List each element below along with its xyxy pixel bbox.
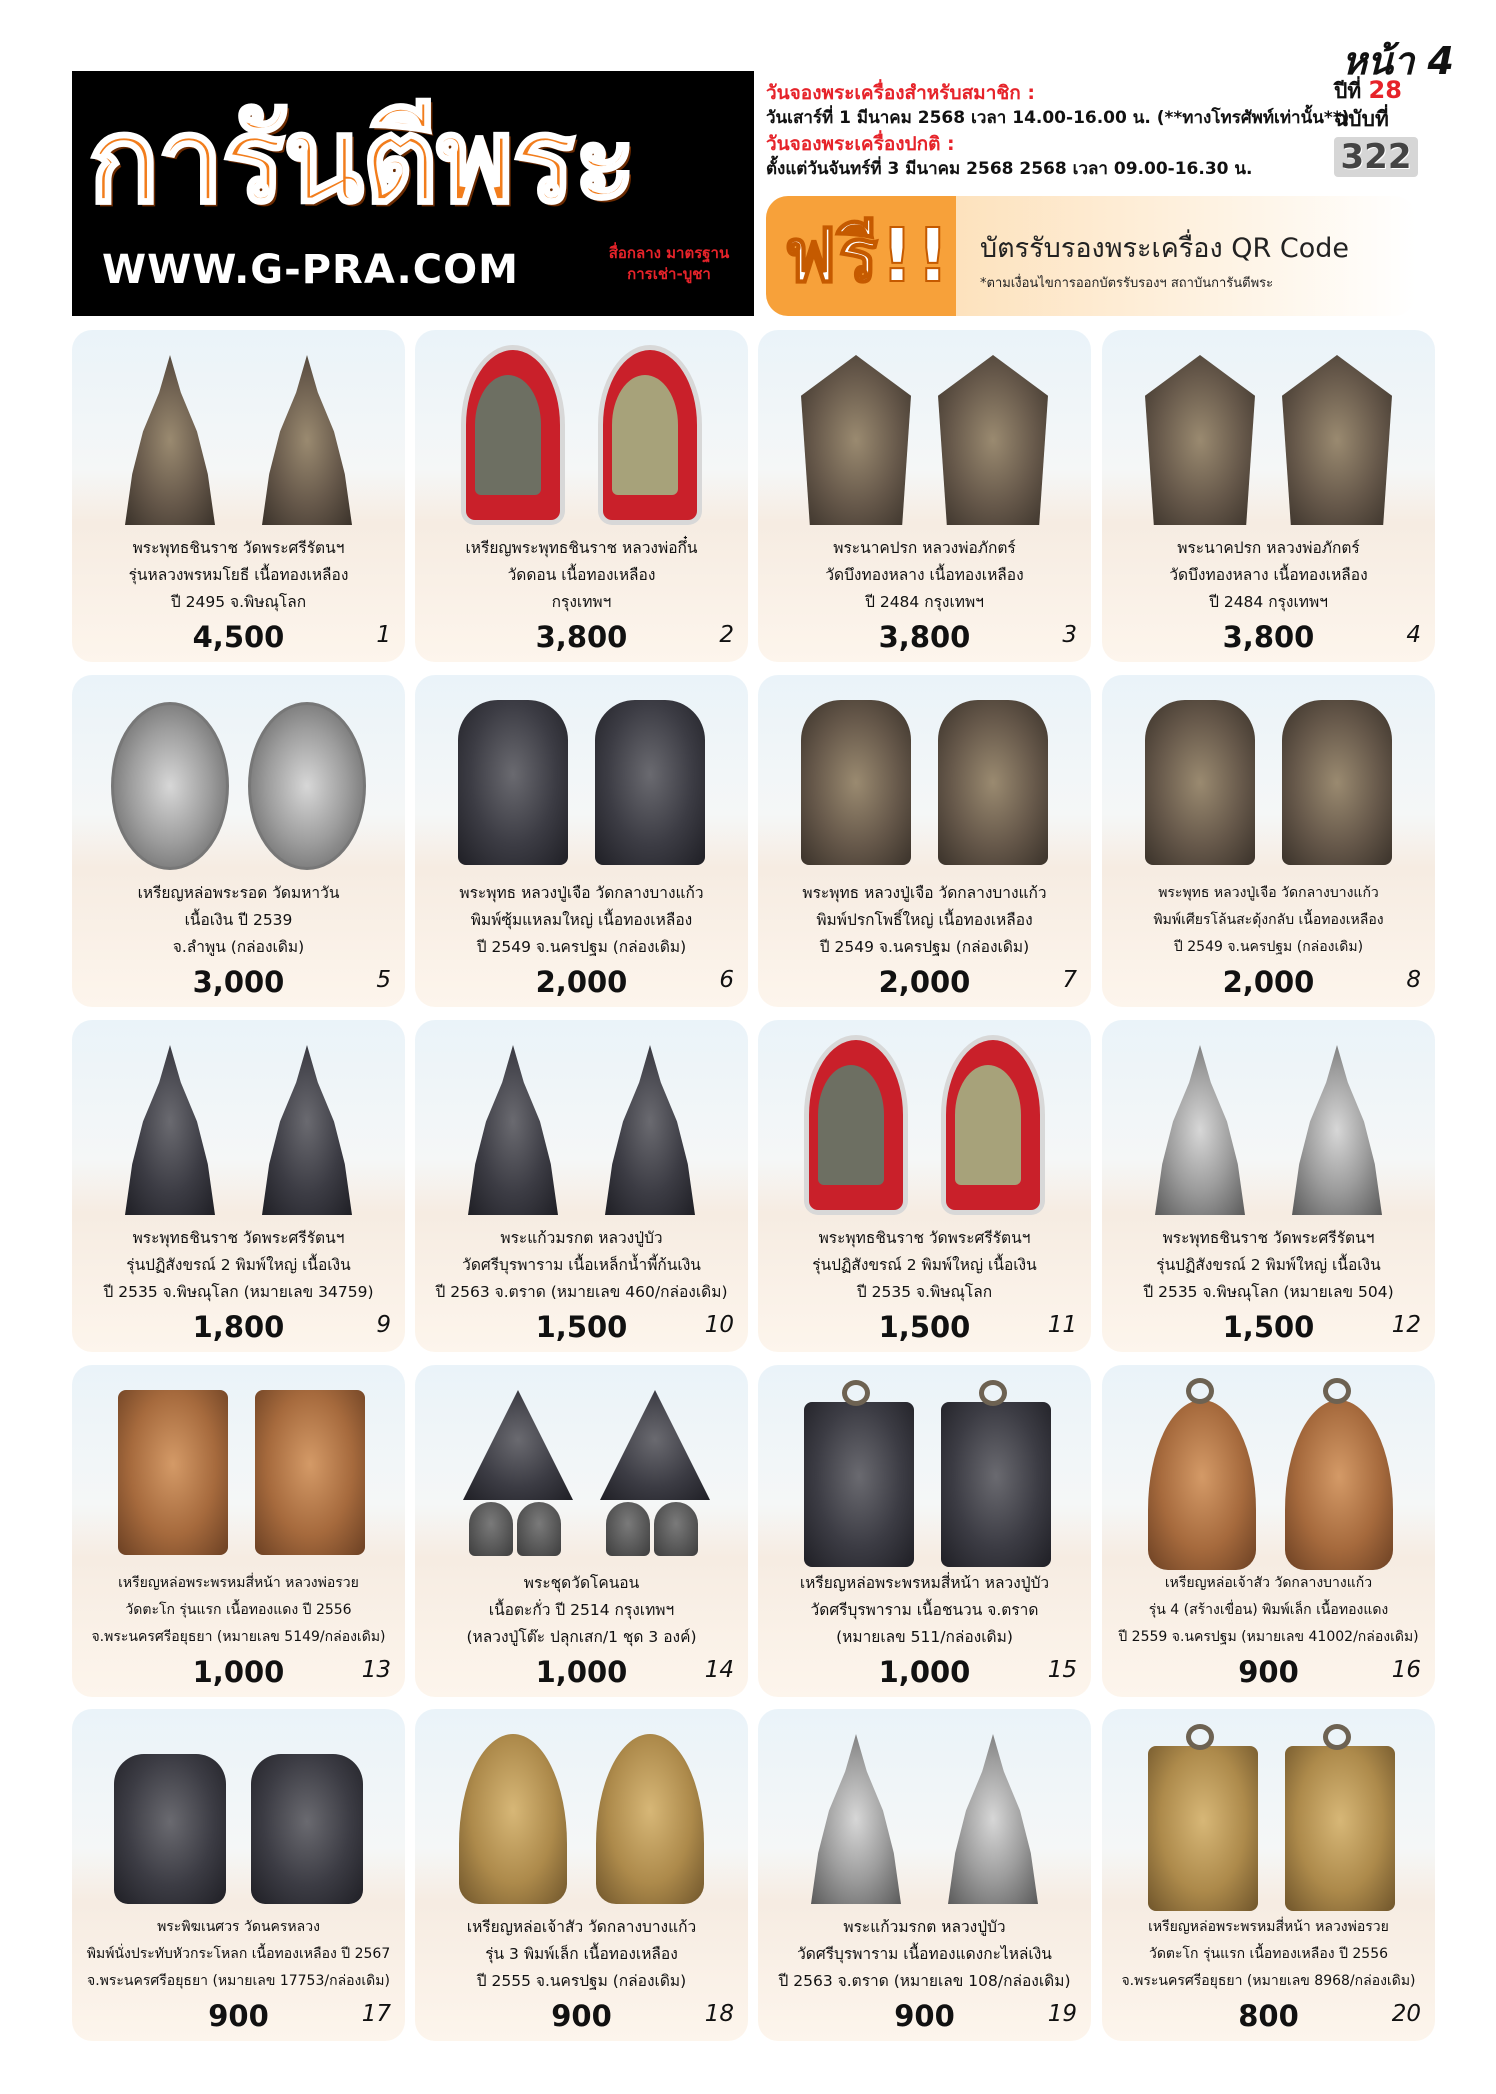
amulet-case-inner — [612, 375, 678, 495]
amulet-body — [1282, 700, 1392, 865]
amulet-photo — [72, 1709, 405, 1914]
amulet-description — [415, 535, 748, 616]
amulet-case-inner — [818, 1065, 884, 1185]
amulet-card-15[interactable] — [758, 1365, 1091, 1697]
amulet-body — [125, 1045, 215, 1215]
amulet-case-inner — [475, 375, 541, 495]
description-line: กรุงเทพฯ — [551, 593, 612, 611]
free-certificate-note: *ตามเงื่อนไขการออกบัตรรับรองฯ สถาบันการันตีพระ — [980, 276, 1274, 291]
amulet-price: 1,000 — [878, 1655, 971, 1689]
amulet-photo — [72, 1020, 405, 1225]
description-line: ปี 2484 กรุงเทพฯ — [865, 593, 984, 611]
amulet-photo — [758, 1365, 1091, 1570]
description-line: เหรียญหล่อพระรอด วัดมหาวัน — [137, 884, 340, 902]
amulet-description — [758, 535, 1091, 616]
description-line: จ.พระนครศรีอยุธยา (หมายเลข 17753/กล่องเดิม) — [87, 1973, 390, 1989]
amulet-description — [72, 535, 405, 616]
amulet-description — [72, 880, 405, 961]
amulet-price: 2,000 — [1222, 965, 1315, 999]
description-line: จ.พระนครศรีอยุธยา (หมายเลข 5149/กล่องเดิม) — [91, 1629, 386, 1645]
amulet-price: 900 — [1238, 1655, 1299, 1689]
amulet-price: 3,800 — [878, 620, 971, 654]
amulet-body — [938, 700, 1048, 865]
amulet-photo — [72, 675, 405, 880]
amulet-image-back — [248, 702, 366, 870]
amulet-image-front — [111, 702, 229, 870]
amulet-description — [1102, 1225, 1435, 1306]
amulet-body — [111, 702, 229, 870]
amulet-body — [1285, 1400, 1393, 1570]
amulet-price: 900 — [551, 1999, 612, 2033]
item-number: 3 — [1062, 622, 1077, 648]
free-word: ฟรี!! — [784, 213, 952, 299]
amulet-card-1[interactable] — [72, 330, 405, 662]
amulet-body — [938, 355, 1048, 525]
amulet-card-11[interactable] — [758, 1020, 1091, 1352]
amulet-body — [1148, 1400, 1256, 1570]
amulet-image-back — [598, 345, 702, 525]
amulet-image-front — [801, 355, 911, 525]
description-line: พระพุทธ หลวงปู่เจือ วัดกลางบางแก้ว — [459, 884, 704, 902]
amulet-body — [598, 345, 702, 525]
small-amulet-piece — [606, 1502, 650, 1556]
amulet-image-back — [1292, 1045, 1382, 1215]
amulet-image-front — [804, 1035, 908, 1215]
hanging-ring-icon — [1323, 1724, 1351, 1750]
amulet-body — [600, 1390, 710, 1500]
amulet-body — [459, 1734, 567, 1904]
amulet-price: 1,500 — [1222, 1310, 1315, 1344]
member-reservation-heading: วันจองพระเครื่องสำหรับสมาชิก : — [766, 82, 1035, 104]
amulet-image-front — [459, 1734, 567, 1904]
reservation-info — [766, 80, 1356, 182]
amulet-body — [248, 702, 366, 870]
amulet-body — [804, 1035, 908, 1215]
amulet-card-12[interactable] — [1102, 1020, 1435, 1352]
description-line: เนื้อเงิน ปี 2539 — [184, 911, 293, 929]
amulet-description — [415, 880, 748, 961]
item-number: 13 — [361, 1657, 391, 1683]
amulet-photo — [415, 330, 748, 535]
amulet-price: 2,000 — [535, 965, 628, 999]
amulet-image-front — [118, 1390, 222, 1560]
amulet-photo — [72, 1365, 405, 1570]
item-number: 14 — [704, 1657, 734, 1683]
item-number: 15 — [1047, 1657, 1077, 1683]
description-line: วัดบึงทองหลาง เนื้อทองเหลือง — [1169, 566, 1368, 584]
amulet-body — [458, 700, 568, 865]
description-line: ปี 2563 จ.ตราด (หมายเลข 108/กล่องเดิม) — [778, 1972, 1071, 1990]
amulet-card-3[interactable] — [758, 330, 1091, 662]
normal-reservation-heading: วันจองพระเครื่องปกติ : — [766, 133, 955, 155]
amulet-body — [114, 1754, 226, 1904]
amulet-image-front — [463, 1390, 563, 1490]
amulet-body — [255, 1390, 365, 1555]
item-number: 9 — [376, 1312, 391, 1338]
amulet-description — [1102, 880, 1435, 961]
description-line: จ.ลำพูน (กล่องเดิม) — [172, 938, 305, 956]
description-line: พิมพ์ซุ้มแหลมใหญ่ เนื้อทองเหลือง — [470, 911, 693, 929]
amulet-body — [1285, 1746, 1395, 1911]
amulet-photo — [415, 1709, 748, 1914]
description-line: พระนาคปรก หลวงพ่อภักตร์ — [1177, 539, 1360, 557]
logo-tagline — [594, 243, 744, 285]
description-line: พิมพ์นั่งประทับหัวกระโหลก เนื้อทองเหลือง ปี 2567 — [86, 1946, 391, 1962]
amulet-photo — [1102, 330, 1435, 535]
small-amulet-piece — [517, 1502, 561, 1556]
amulet-image-front — [461, 345, 565, 525]
description-line: วัดบึงทองหลาง เนื้อทองเหลือง — [825, 566, 1024, 584]
amulet-body — [1155, 1045, 1245, 1215]
description-line: พระพุทธชินราช วัดพระศรีรัตนฯ — [132, 1229, 345, 1247]
amulet-photo — [1102, 1709, 1435, 1914]
amulet-body — [1145, 355, 1255, 525]
amulet-image-front — [801, 700, 911, 870]
amulet-image-back — [941, 1035, 1045, 1215]
description-line: พระพิฆเนศวร วัดนครหลวง — [157, 1919, 320, 1935]
description-line: เหรียญหล่อพระพรหมสี่หน้า หลวงพ่อรวย — [118, 1575, 359, 1591]
amulet-body — [595, 700, 705, 865]
item-number: 5 — [376, 967, 391, 993]
hanging-ring-icon — [1186, 1378, 1214, 1404]
amulet-image-back — [941, 1402, 1045, 1560]
amulet-image-back — [948, 1734, 1038, 1904]
amulet-price: 4,500 — [192, 620, 285, 654]
amulet-description — [758, 1570, 1091, 1651]
amulet-price: 900 — [894, 1999, 955, 2033]
amulet-description — [1102, 1914, 1435, 1995]
amulet-card-17[interactable] — [72, 1709, 405, 2041]
description-line: เหรียญหล่อเจ้าสัว วัดกลางบางแก้ว — [1164, 1575, 1373, 1591]
amulet-description — [1102, 1570, 1435, 1651]
description-line: เหรียญพระพุทธชินราช หลวงพ่อกึ๋น — [465, 539, 698, 557]
amulet-image-back — [255, 1390, 359, 1560]
amulet-image-back — [938, 700, 1048, 870]
description-line: รุ่นปฏิสังขรณ์ 2 พิมพ์ใหญ่ เนื้อเงิน — [1156, 1256, 1381, 1274]
amulet-card-16[interactable] — [1102, 1365, 1435, 1697]
amulet-body — [125, 355, 215, 525]
amulet-body — [118, 1390, 228, 1555]
amulet-image-front — [1145, 700, 1255, 870]
description-line: วัดดอน เนื้อทองเหลือง — [507, 566, 656, 584]
description-line: จ.พระนครศรีอยุธยา (หมายเลข 8968/กล่องเดิม) — [1121, 1973, 1416, 1989]
description-line: พระแก้วมรกต หลวงปู่บัว — [843, 1918, 1006, 1936]
amulet-image-back — [1282, 355, 1392, 525]
amulet-card-4[interactable] — [1102, 330, 1435, 662]
amulet-price: 900 — [208, 1999, 269, 2033]
description-line: รุ่นปฏิสังขรณ์ 2 พิมพ์ใหญ่ เนื้อเงิน — [126, 1256, 351, 1274]
amulet-photo — [758, 330, 1091, 535]
amulet-description — [415, 1914, 748, 1995]
small-amulet-piece — [654, 1502, 698, 1556]
amulet-price: 3,800 — [1222, 620, 1315, 654]
description-line: รุ่น 4 (สร้างเขื่อน) พิมพ์เล็ก เนื้อทองแดง — [1148, 1602, 1389, 1618]
amulet-image-back — [600, 1390, 700, 1490]
amulet-photo — [758, 1709, 1091, 1914]
small-amulet-piece — [469, 1502, 513, 1556]
description-line: วัดตะโก รุ่นแรก เนื้อทองเหลือง ปี 2556 — [1148, 1946, 1389, 1962]
logo-title: การันตีพระ — [88, 91, 635, 229]
amulet-grid — [72, 330, 1436, 2040]
amulet-photo — [758, 1020, 1091, 1225]
amulet-card-8[interactable] — [1102, 675, 1435, 1007]
amulet-image-front — [125, 1045, 215, 1215]
amulet-price: 1,000 — [192, 1655, 285, 1689]
item-number: 1 — [376, 622, 391, 648]
amulet-description — [758, 1914, 1091, 1995]
amulet-description — [415, 1570, 748, 1651]
member-reservation-text: วันเสาร์ที่ 1 มีนาคม 2568 เวลา 14.00-16.00 น. (**ทางโทรศัพท์เท่านั้น**) — [766, 108, 1350, 128]
amulet-photo — [415, 1020, 748, 1225]
amulet-body — [941, 1402, 1051, 1567]
amulet-body — [251, 1754, 363, 1904]
description-line: พระพุทธชินราช วัดพระศรีรัตนฯ — [1162, 1229, 1375, 1247]
amulet-image-back — [596, 1734, 704, 1904]
description-line: วัดตะโก รุ่นแรก เนื้อทองแดง ปี 2556 — [125, 1602, 352, 1618]
amulet-body — [801, 700, 911, 865]
year-label: ปีที่ — [1334, 79, 1362, 103]
logo-tagline-line-2: การเช่า-บูชา — [627, 265, 711, 283]
description-line: วัดศรีบุรพาราม เนื้อเหล็กน้ำพี้ก้นเงิน — [462, 1256, 701, 1274]
amulet-case-inner — [955, 1065, 1021, 1185]
amulet-body — [804, 1402, 914, 1567]
description-line: เหรียญหล่อพระพรหมสี่หน้า หลวงปู่บัว — [799, 1574, 1050, 1592]
description-line: พระพุทธชินราช วัดพระศรีรัตนฯ — [818, 1229, 1031, 1247]
amulet-image-back — [1285, 1746, 1389, 1904]
page-number: หน้า 4 — [1341, 39, 1454, 83]
amulet-image-back — [262, 1045, 352, 1215]
amulet-image-front — [804, 1402, 908, 1560]
amulet-card-10[interactable] — [415, 1020, 748, 1352]
amulet-image-front — [1148, 1400, 1252, 1560]
free-certificate-title: บัตรรับรองพระเครื่อง QR Code — [980, 233, 1350, 264]
amulet-photo — [1102, 675, 1435, 880]
amulet-card-19[interactable] — [758, 1709, 1091, 2041]
amulet-body — [461, 345, 565, 525]
amulet-card-2[interactable] — [415, 330, 748, 662]
item-number: 11 — [1047, 1312, 1077, 1338]
description-line: เหรียญหล่อพระพรหมสี่หน้า หลวงพ่อรวย — [1148, 1919, 1389, 1935]
amulet-body — [596, 1734, 704, 1904]
amulet-photo — [415, 1365, 748, 1570]
free-certificate-banner — [766, 196, 1416, 316]
description-line: รุ่น 3 พิมพ์เล็ก เนื้อทองเหลือง — [485, 1945, 678, 1963]
amulet-photo — [415, 675, 748, 880]
description-line: ปี 2559 จ.นครปฐม (หมายเลข 41002/กล่องเดิม) — [1118, 1629, 1419, 1645]
amulet-image-front — [125, 355, 215, 525]
issue-info — [1334, 76, 1420, 177]
hanging-ring-icon — [1323, 1378, 1351, 1404]
item-number: 2 — [719, 622, 734, 648]
amulet-card-9[interactable] — [72, 1020, 405, 1352]
amulet-price: 1,000 — [535, 1655, 628, 1689]
description-line: พระนาคปรก หลวงพ่อภักตร์ — [833, 539, 1016, 557]
amulet-image-front — [468, 1045, 558, 1215]
item-number: 16 — [1391, 1657, 1421, 1683]
description-line: ปี 2563 จ.ตราด (หมายเลข 460/กล่องเดิม) — [435, 1283, 728, 1301]
amulet-image-back — [938, 355, 1048, 525]
amulet-image-back — [251, 1754, 363, 1904]
amulet-image-back — [605, 1045, 695, 1215]
description-line: วัดศรีบุรพาราม เนื้อทองแดงกะไหล่เงิน — [797, 1945, 1052, 1963]
amulet-description — [758, 880, 1091, 961]
amulet-body — [262, 1045, 352, 1215]
amulet-price: 1,800 — [192, 1310, 285, 1344]
description-line: ปี 2535 จ.พิษณุโลก (หมายเลข 504) — [1143, 1283, 1394, 1301]
description-line: (หลวงปู่โต๊ะ ปลุกเสก/1 ชุด 3 องค์) — [466, 1628, 697, 1646]
amulet-image-back — [262, 355, 352, 525]
description-line: รุ่นหลวงพรหมโยธี เนื้อทองเหลือง — [128, 566, 349, 584]
description-line: ปี 2495 จ.พิษณุโลก — [170, 593, 307, 611]
amulet-description — [1102, 535, 1435, 616]
amulet-card-20[interactable] — [1102, 1709, 1435, 2041]
amulet-body — [262, 355, 352, 525]
logo-tagline-line-1: สื่อกลาง มาตรฐาน — [608, 244, 730, 262]
issue-label: ฉบับที่ — [1334, 107, 1389, 131]
issue-number: 322 — [1334, 137, 1418, 177]
amulet-body — [1145, 700, 1255, 865]
amulet-image-front — [458, 700, 568, 870]
amulet-image-back — [595, 700, 705, 870]
description-line: พิมพ์ปรกโพธิ์ใหญ่ เนื้อทองเหลือง — [816, 911, 1033, 929]
amulet-card-5[interactable] — [72, 675, 405, 1007]
amulet-price: 800 — [1238, 1999, 1299, 2033]
amulet-photo — [72, 330, 405, 535]
amulet-body — [941, 1035, 1045, 1215]
amulet-price: 1,500 — [878, 1310, 971, 1344]
amulet-price: 1,500 — [535, 1310, 628, 1344]
amulet-card-18[interactable] — [415, 1709, 748, 2041]
amulet-body — [1282, 355, 1392, 525]
amulet-image-front — [1155, 1045, 1245, 1215]
amulet-image-back — [1285, 1400, 1389, 1560]
amulet-description — [758, 1225, 1091, 1306]
year-row — [1334, 76, 1420, 105]
item-number: 18 — [704, 2001, 734, 2027]
item-number: 7 — [1062, 967, 1077, 993]
amulet-photo — [758, 675, 1091, 880]
description-line: ปี 2555 จ.นครปฐม (กล่องเดิม) — [476, 1972, 687, 1990]
amulet-image-back — [1282, 700, 1392, 870]
description-line: ปี 2549 จ.นครปฐม (กล่องเดิม) — [1173, 939, 1364, 955]
amulet-card-7[interactable] — [758, 675, 1091, 1007]
hanging-ring-icon — [979, 1380, 1007, 1406]
amulet-image-front — [1148, 1746, 1252, 1904]
item-number: 20 — [1391, 2001, 1421, 2027]
item-number: 19 — [1047, 2001, 1077, 2027]
item-number: 10 — [704, 1312, 734, 1338]
year-value: 28 — [1368, 76, 1402, 104]
description-line: พระพุทธ หลวงปู่เจือ วัดกลางบางแก้ว — [802, 884, 1047, 902]
item-number: 8 — [1406, 967, 1421, 993]
description-line: พระชุดวัดโคนอน — [523, 1574, 640, 1592]
amulet-body — [1292, 1045, 1382, 1215]
description-line: ปี 2549 จ.นครปฐม (กล่องเดิม) — [819, 938, 1030, 956]
amulet-body — [463, 1390, 573, 1500]
amulet-body — [801, 355, 911, 525]
description-line: รุ่นปฏิสังขรณ์ 2 พิมพ์ใหญ่ เนื้อเงิน — [812, 1256, 1037, 1274]
description-line: ปี 2535 จ.พิษณุโลก — [856, 1283, 993, 1301]
logo-url[interactable]: WWW.G-PRA.COM — [102, 247, 519, 293]
item-number: 12 — [1391, 1312, 1421, 1338]
amulet-body — [1148, 1746, 1258, 1911]
amulet-body — [948, 1734, 1038, 1904]
amulet-description — [72, 1225, 405, 1306]
hanging-ring-icon — [842, 1380, 870, 1406]
description-line: พระพุทธ หลวงปู่เจือ วัดกลางบางแก้ว — [1158, 885, 1379, 901]
amulet-description — [72, 1914, 405, 1995]
description-line: พระแก้วมรกต หลวงปู่บัว — [500, 1229, 663, 1247]
amulet-card-6[interactable] — [415, 675, 748, 1007]
amulet-body — [468, 1045, 558, 1215]
description-line: ปี 2535 จ.พิษณุโลก (หมายเลข 34759) — [103, 1283, 374, 1301]
amulet-card-13[interactable] — [72, 1365, 405, 1697]
amulet-price: 3,000 — [192, 965, 285, 999]
normal-reservation-text: ตั้งแต่วันจันทร์ที่ 3 มีนาคม 2568 2568 เวลา 09.00-16.30 น. — [766, 159, 1253, 179]
amulet-description — [415, 1225, 748, 1306]
amulet-body — [605, 1045, 695, 1215]
description-line: เหรียญหล่อเจ้าสัว วัดกลางบางแก้ว — [466, 1918, 697, 1936]
amulet-image-front — [1145, 355, 1255, 525]
description-line: เนื้อตะกั่ว ปี 2514 กรุงเทพฯ — [488, 1601, 675, 1619]
amulet-card-14[interactable] — [415, 1365, 748, 1697]
amulet-price: 3,800 — [535, 620, 628, 654]
amulet-photo — [1102, 1365, 1435, 1570]
description-line: (หมายเลข 511/กล่องเดิม) — [836, 1628, 1013, 1646]
amulet-description — [72, 1570, 405, 1651]
item-number: 6 — [719, 967, 734, 993]
description-line: ปี 2484 กรุงเทพฯ — [1209, 593, 1328, 611]
amulet-price: 2,000 — [878, 965, 971, 999]
item-number: 4 — [1406, 622, 1421, 648]
description-line: พิมพ์เศียรโล้นสะดุ้งกลับ เนื้อทองเหลือง — [1153, 912, 1384, 928]
logo — [72, 71, 754, 316]
amulet-image-front — [811, 1734, 901, 1904]
amulet-body — [811, 1734, 901, 1904]
hanging-ring-icon — [1186, 1724, 1214, 1750]
description-line: ปี 2549 จ.นครปฐม (กล่องเดิม) — [476, 938, 687, 956]
item-number: 17 — [361, 2001, 391, 2027]
description-line: พระพุทธชินราช วัดพระศรีรัตนฯ — [132, 539, 345, 557]
amulet-image-front — [114, 1754, 226, 1904]
description-line: วัดศรีบุรพาราม เนื้อชนวน จ.ตราด — [810, 1601, 1039, 1619]
amulet-photo — [1102, 1020, 1435, 1225]
